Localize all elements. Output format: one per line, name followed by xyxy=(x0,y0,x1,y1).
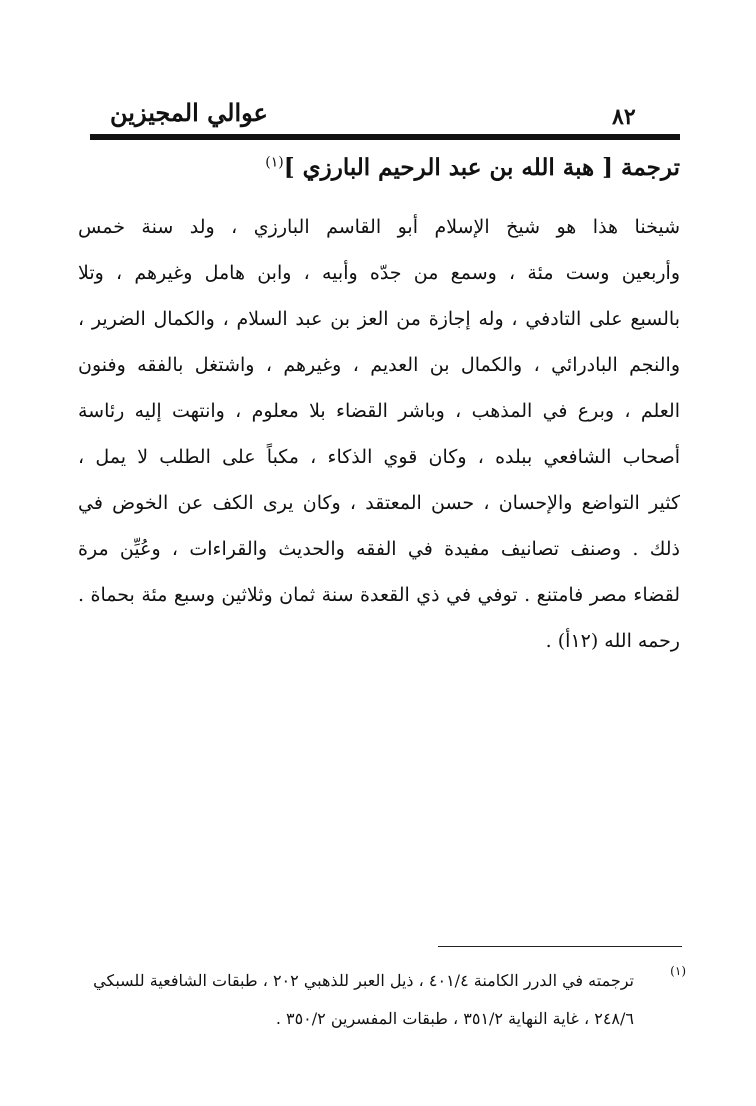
body-line: ذلك . وصنف تصانيف مفيدة في الفقه والحديث والقراءات ، وعُيِّن مرة xyxy=(78,538,680,560)
body-line: رحمه الله (١٢أ) . xyxy=(545,630,680,652)
footnote-line: ترجمته في الدرر الكامنة ٤٠١/٤ ، ذيل العبر للذهبي ٢٠٢ ، طبقات الشافعية للسبكي xyxy=(93,971,634,990)
body-line: بالسبع على التادفي ، وله إجازة من العز بن عبد السلام ، والكمال الضرير ، xyxy=(78,308,680,330)
page-number: ٨٢ xyxy=(612,104,636,130)
body-line: العلم ، وبرع في المذهب ، وباشر القضاء بلا معلوم ، وانتهت إليه رئاسة xyxy=(78,400,680,422)
body-line: وأربعين وست مئة ، وسمع من جدّه وأبيه ، وابن هامل وغيرهم ، وتلا xyxy=(78,262,680,284)
footnote-reference: (١) xyxy=(265,154,284,171)
footnote-rule xyxy=(438,946,682,947)
section-heading xyxy=(265,154,680,181)
running-title: عوالي المجيزين xyxy=(110,98,268,127)
body-text xyxy=(78,204,680,664)
body-line: كثير التواضع والإحسان ، حسن المعتقد ، وكان يرى الكف عن الخوض في xyxy=(78,492,680,514)
body-line: أصحاب الشافعي ببلده ، وكان قوي الذكاء ، مكباً على الطلب لا يمل ، xyxy=(78,446,680,468)
footnote-line: ٢٤٨/٦ ، غاية النهاية ٣٥١/٢ ، طبقات المفسرين ٣٥٠/٢ . xyxy=(275,1009,634,1028)
body-line: لقضاء مصر فامتنع . توفي في ذي القعدة سنة ثمان وثلاثين وسبع مئة بحماة . xyxy=(78,584,680,606)
header-rule xyxy=(90,134,680,140)
body-line: شيخنا هذا هو شيخ الإسلام أبو القاسم البارزي ، ولد سنة خمس xyxy=(78,216,680,238)
body-line: والنجم البادرائي ، والكمال بن العديم ، وغيرهم ، واشتغل بالفقه وفنون xyxy=(78,354,680,376)
section-heading-text: ترجمة [ هبة الله بن عبد الرحيم البارزي ] xyxy=(283,154,680,181)
footnote-marker: (١) xyxy=(670,964,686,978)
footnote xyxy=(60,962,686,1038)
